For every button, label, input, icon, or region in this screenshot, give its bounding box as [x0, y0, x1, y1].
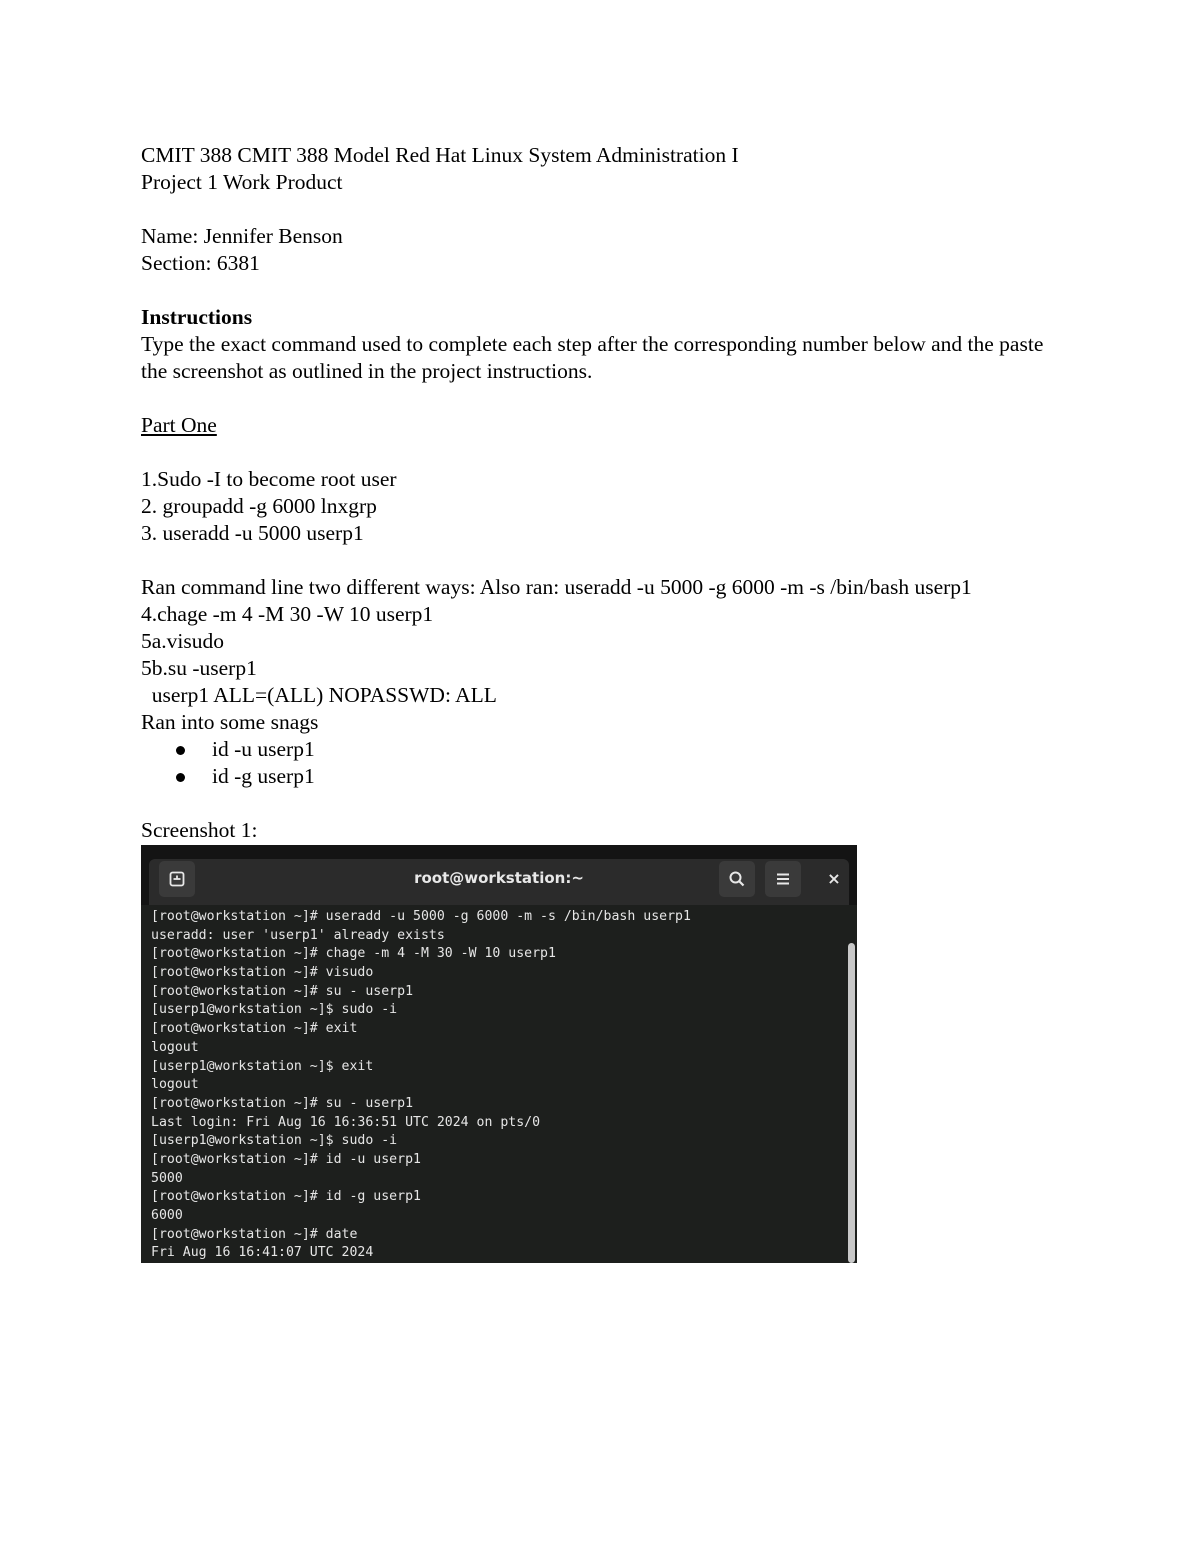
terminal-scrollbar-thumb[interactable] [848, 943, 855, 1263]
terminal-line: [root@workstation ~]# chage -m 4 -M 30 -W 10 userp1 [151, 946, 556, 962]
bullet-text: id -u userp1 [212, 737, 315, 761]
close-icon: × [827, 869, 841, 888]
terminal-title: root@workstation:~ [414, 869, 584, 887]
terminal-screenshot [141, 845, 857, 1263]
terminal-line: 5000 [151, 1170, 183, 1186]
menu-button[interactable] [765, 861, 801, 897]
terminal-line: [root@workstation ~]# su - userp1 [151, 983, 414, 999]
terminal-line: [root@workstation ~]# useradd -u 5000 -g 6000 -m -s /bin/bash userp1 [151, 909, 691, 924]
search-icon [728, 870, 746, 888]
bullet-dot-icon [176, 773, 185, 782]
note-line: Ran command line two different ways: Also ran: useradd -u 5000 -g 6000 -m -s /bin/bash userp1 [141, 575, 972, 599]
terminal-line: [root@workstation ~]# id -g userp1 [151, 1189, 421, 1205]
step-line: 2. groupadd -g 6000 lnxgrp [141, 494, 377, 518]
note-line: userp1 ALL=(ALL) NOPASSWD: ALL [141, 683, 497, 707]
bullet-text: id -g userp1 [212, 764, 315, 788]
terminal-line: [root@workstation ~]# id -u userp1 [151, 1151, 421, 1167]
section-number: Section: 6381 [141, 251, 260, 275]
terminal-line: [root@workstation ~]# date [151, 1226, 358, 1242]
close-button[interactable] [817, 867, 851, 891]
note-line: 4.chage -m 4 -M 30 -W 10 userp1 [141, 602, 434, 626]
terminal-line: [userp1@workstation ~]$ sudo -i [151, 1002, 398, 1018]
terminal-line: logout [151, 1077, 199, 1093]
bullet-item [141, 763, 1061, 790]
terminal-line: [userp1@workstation ~]$ exit [151, 1058, 374, 1074]
instructions-heading: Instructions [141, 305, 253, 329]
terminal-line: Fri Aug 16 16:41:07 UTC 2024 [151, 1245, 374, 1261]
document-subtitle: Project 1 Work Product [141, 170, 343, 194]
bullet-dot-icon [176, 746, 185, 755]
note-line: 5a.visudo [141, 629, 225, 653]
bullet-item [141, 736, 1061, 763]
document-title: CMIT 388 CMIT 388 Model Red Hat Linux System Administration I [141, 143, 739, 167]
part-heading: Part One [141, 413, 217, 437]
step-line: 3. useradd -u 5000 userp1 [141, 521, 364, 545]
terminal-line: [userp1@workstation ~]$ sudo -i [151, 1133, 398, 1149]
instructions-text: Type the exact command used to complete each step after the corresponding number below and the paste the screenshot as outlined in the project instructions. [141, 332, 1044, 383]
terminal-line: [root@workstation ~]# su - userp1 [151, 1095, 414, 1111]
bullet-list [141, 736, 1061, 790]
search-button[interactable] [719, 861, 755, 897]
hamburger-menu-icon [774, 870, 792, 888]
note-line: Ran into some snags [141, 710, 319, 734]
terminal-line: Last login: Fri Aug 16 16:36:51 UTC 2024 on pts/0 [151, 1114, 541, 1130]
student-name: Name: Jennifer Benson [141, 224, 343, 248]
terminal-line: logout [151, 1039, 199, 1055]
document-body [141, 142, 1061, 844]
screenshot-label: Screenshot 1: [141, 818, 258, 842]
terminal-line: [root@workstation ~]# exit [151, 1021, 358, 1037]
terminal-line: [root@workstation ~]# visudo [151, 965, 374, 981]
terminal-line: useradd: user 'userp1' already exists [151, 927, 445, 943]
terminal-line: 6000 [151, 1208, 183, 1223]
terminal-output[interactable] [151, 908, 841, 1263]
step-line: 1.Sudo -I to become root user [141, 467, 397, 491]
note-line: 5b.su -userp1 [141, 656, 257, 680]
